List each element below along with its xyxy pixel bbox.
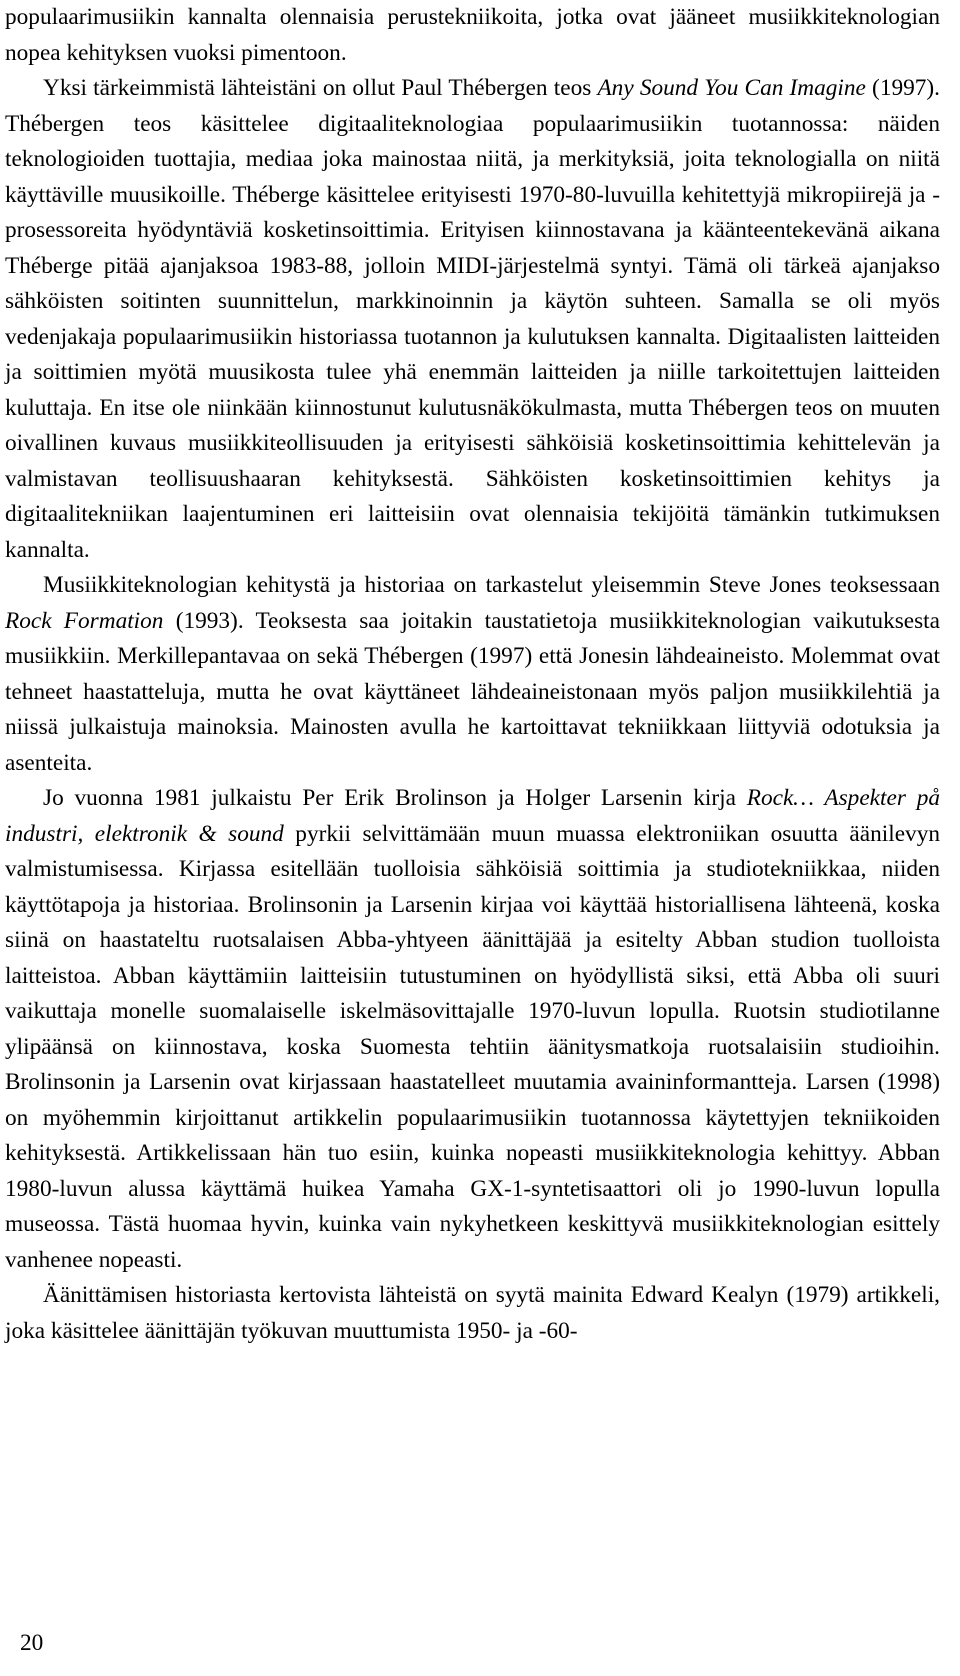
paragraph-text: Musiikkiteknologian kehitystä ja historiaa on tarkastelut yleisemmin Steve Jones teoksessaan <box>43 572 940 598</box>
paragraph <box>5 781 940 1278</box>
paragraph <box>5 1278 940 1349</box>
paragraph-text: (1993). Teoksesta saa joitakin taustatietoja musiikkiteknologian vaikutuksesta musiikkiin. Merkillepantavaa on sekä Thébergen (1997) että Jonesin lähdeaineisto. Molemmat ovat tehneet haastatteluja, mutta he ovat käyttäneet lähdeaineistonaan myös paljon musiikkilehtiä ja niissä julkaistuja mainoksia. Mainosten avulla he kartoittavat tekniikkaan liittyviä odotuksia ja asenteita. <box>5 607 940 776</box>
book-title: Rock Formation <box>5 607 164 634</box>
paragraph-text: populaarimusiikin kannalta olennaisia perustekniikoita, jotka ovat jääneet musiikkiteknologian nopea kehityksen vuoksi pimentoon. <box>5 4 940 66</box>
document-body <box>5 0 940 1349</box>
paragraph-text: (1997). Thébergen teos käsittelee digitaaliteknologiaa populaarimusiikin tuotannossa: näiden teknologioiden tuottajia, mediaa joka mainostaa niitä, ja merkityksiä, joita teknologialla on niitä käyttäville muusikoille. Théberge käsittelee erityisesti 1970-80-luvuilla kehitettyjä mikropiirejä ja -prosessoreita hyödyntäviä kosketinsoittimia. Erityisen kiinnostavana ja käänteentekevänä aikana Théberge pitää ajanjaksoa 1983-88, jolloin MIDI-järjestelmä syntyi. Tämä oli tärkeä ajanjakso sähköisten soitinten suunnittelun, markkinoinnin ja käytön suhteen. Samalla se oli myös vedenjakaja populaarimusiikin historiassa tuotannon ja kulutuksen kannalta. Digitaalisten laitteiden ja soittimien myötä muusikosta tulee yhä enemmän laitteiden ja niille tarkoitettujen laitteiden kuluttaja. En itse ole niinkään kiinnostunut kulutusnäkökulmasta, mutta Thébergen teos on muuten oivallinen kuvaus musiikkiteollisuuden ja erityisesti sähköisiä kosketinsoittimia kehittelevän ja valmistavan teollisuushaaran kehityksestä. Sähköisten kosketinsoittimien kehitys ja digitaalitekniikan laajentuminen eri laitteisiin ovat olennaisia tekijöitä tämänkin tutkimuksen kannalta. <box>5 75 940 563</box>
page-number: 20 <box>20 1630 44 1656</box>
paragraph-text: pyrkii selvittämään muun muassa elektroniikan osuutta äänilevyn valmistumisessa. Kirjassa esitellään tuolloisia sähköisiä soittimia ja studiotekniikkaa, niiden käyttötapoja ja historiaa. Brolinsonin ja Larsenin kirjaa voi käyttää historiallisena lähteenä, koska siinä on haastateltu ruotsalaisen Abba-yhtyeen äänittäjää ja esitelty Abban studion tuolloista laitteistoa. Abban käyttämiin laitteisiin tutustuminen on hyödyllistä siksi, että Abba oli suuri vaikuttaja monelle suomalaiselle iskelmäsovittajalle 1970-luvun lopulla. Ruotsin studiotilanne ylipäänsä on kiinnostava, koska Suomesta tehtiin äänitysmatkoja ruotsalaisiin studioihin. Brolinsonin ja Larsenin ovat kirjassaan haastatelleet muutamia avaininformantteja. Larsen (1998) on myöhemmin kirjoittanut artikkelin populaarimusiikin tuotannossa käytettyjen tekniikoiden kehityksestä. Artikkelissaan hän tuo esiin, kuinka nopeasti musiikkiteknologia kehittyy. Abban 1980-luvun alussa käyttämä huikea Yamaha GX-1-syntetisaattori oli jo 1990-luvun lopulla museossa. Tästä huomaa hyvin, kuinka vain nykyhetkeen keskittyvä musiikkiteknologian esittely vanhenee nopeasti. <box>5 820 940 1273</box>
book-title: Any Sound You Can Imagine <box>597 75 866 101</box>
paragraph-text: Äänittämisen historiasta kertovista lähteistä on syytä mainita Edward Kealyn (1979) artikkeli, joka käsittelee äänittäjän työkuvan muuttumista 1950- ja -60- <box>5 1282 940 1344</box>
book-title: Rock… Aspekter på industri, elektronik & sound <box>5 785 940 847</box>
paragraph-text: Jo vuonna 1981 julkaistu Per Erik Brolinson ja Holger Larsenin kirja <box>43 785 747 811</box>
paragraph <box>5 568 940 781</box>
paragraph <box>5 0 940 71</box>
paragraph <box>5 71 940 568</box>
paragraph-text: Yksi tärkeimmistä lähteistäni on ollut Paul Thébergen teos <box>43 75 598 101</box>
